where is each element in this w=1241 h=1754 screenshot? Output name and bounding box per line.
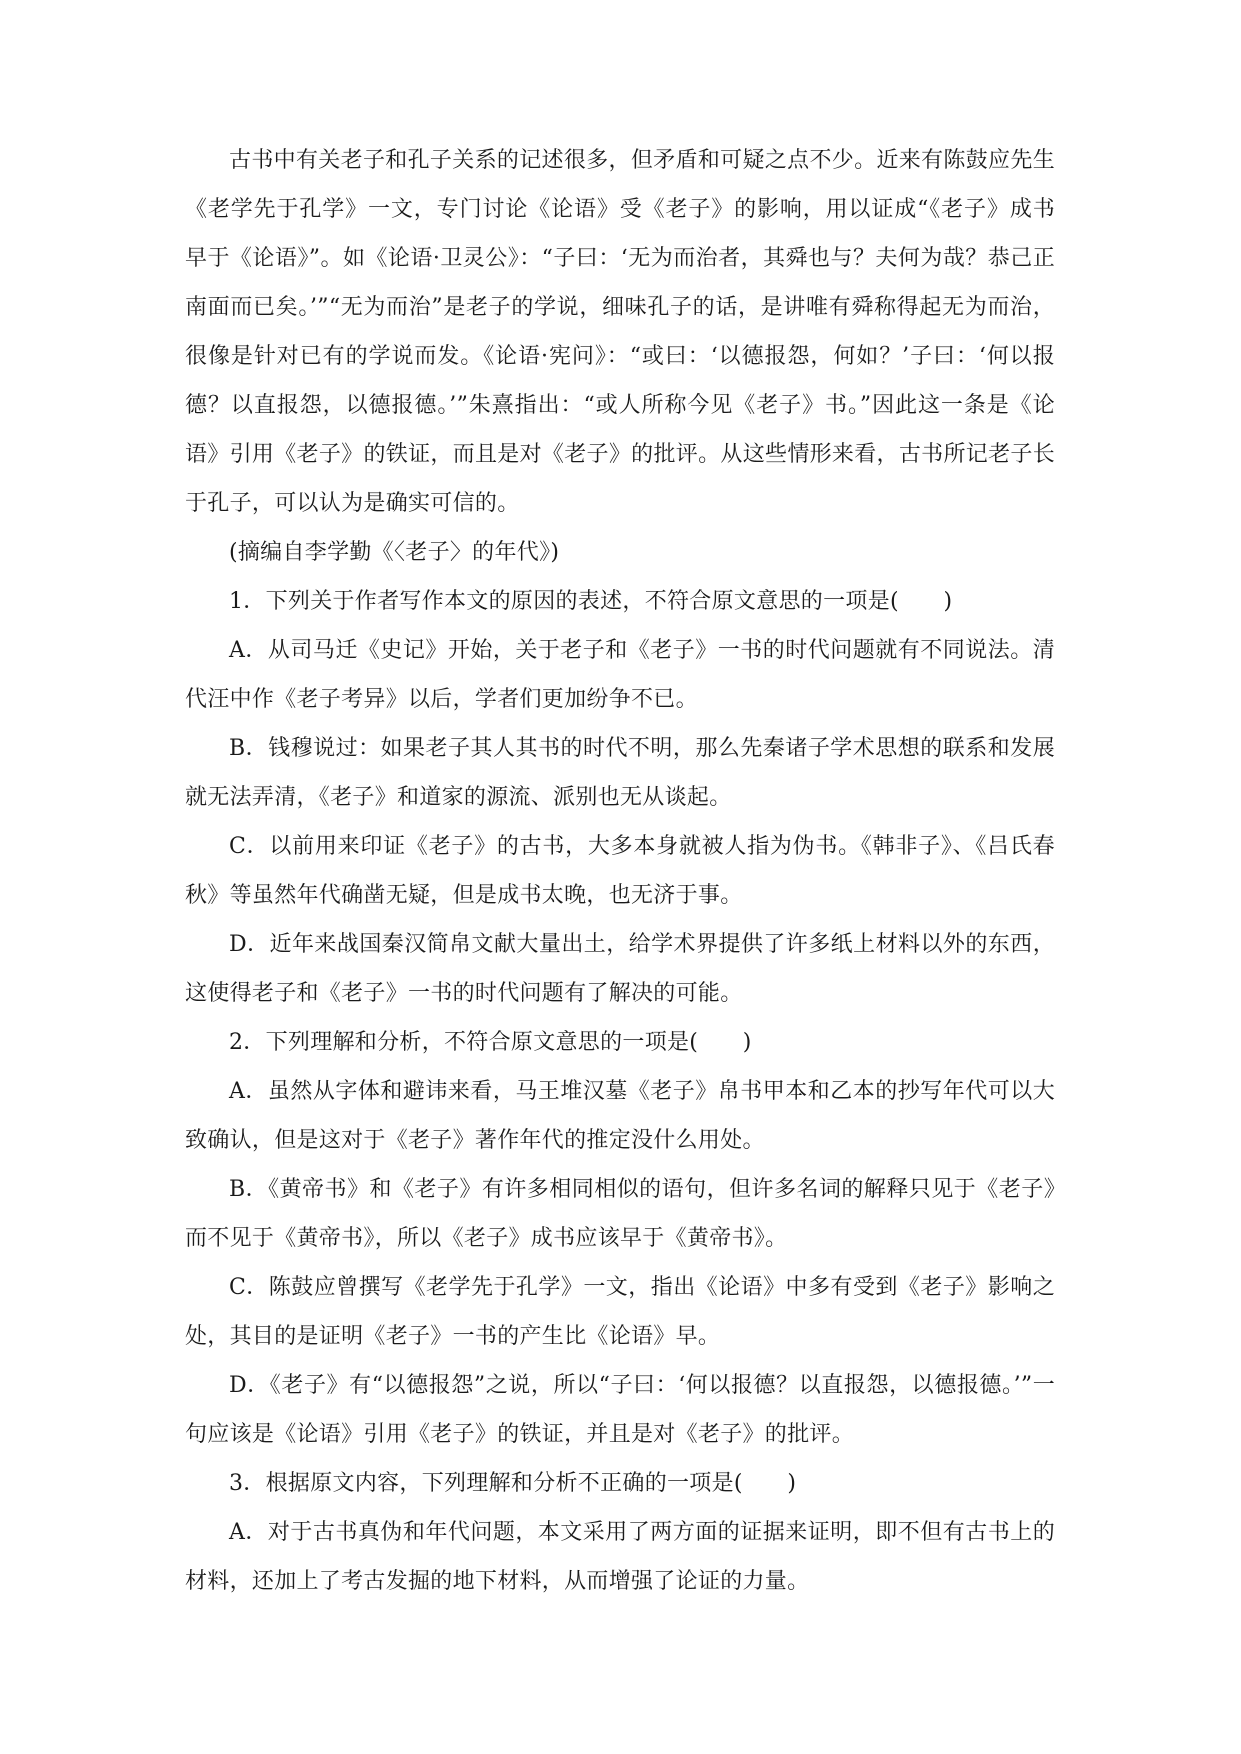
question-1-option-b: B．钱穆说过：如果老子其人其书的时代不明，那么先秦诸子学术思想的联系和发展就无法弄清，《老子》和道家的源流、派别也无从谈起。: [185, 736, 1055, 810]
passage-paragraph: 古书中有关老子和孔子关系的记述很多，但矛盾和可疑之点不少。近来有陈鼓应先生《老学先于孔学》一文，专门讨论《论语》受《老子》的影响，用以证成“《老子》成书早于《论语》”。如《论语·卫灵公》：“子曰：‘无为而治者，其舜也与？夫何为哉？恭己正南面而已矣。’”“无为而治”是老子的学说，细味孔子的话，是讲唯有舜称得起无为而治，很像是针对已有的学说而发。《论语·宪问》：“或曰：‘以德报怨，何如？’子曰：‘何以报德？以直报怨，以德报德。’”朱熹指出：“或人所称今见《老子》书。”因此这一条是《论语》引用《老子》的铁证，而且是对《老子》的批评。从这些情形来看，古书所记老子长于孔子，可以认为是确实可信的。: [185, 148, 1055, 516]
question-2-option-c: C．陈鼓应曾撰写《老学先于孔学》一文，指出《论语》中多有受到《老子》影响之处，其目的是证明《老子》一书的产生比《论语》早。: [185, 1275, 1055, 1349]
question-3-stem: 3．根据原文内容，下列理解和分析不正确的一项是( ): [229, 1471, 797, 1496]
question-2-option-d: D．《老子》有“以德报怨”之说，所以“子曰：‘何以报德？以直报怨，以德报德。’”一句应该是《论语》引用《老子》的铁证，并且是对《老子》的批评。: [185, 1373, 1055, 1447]
question-1-stem: 1．下列关于作者写作本文的原因的表述，不符合原文意思的一项是( ): [229, 589, 953, 614]
question-2-option-b: B．《黄帝书》和《老子》有许多相同相似的语句，但许多名词的解释只见于《老子》而不见于《黄帝书》，所以《老子》成书应该早于《黄帝书》。: [185, 1177, 1055, 1251]
question-1-option-a: A．从司马迁《史记》开始，关于老子和《老子》一书的时代问题就有不同说法。清代汪中作《老子考异》以后，学者们更加纷争不已。: [185, 638, 1055, 712]
question-3-option-a: A．对于古书真伪和年代问题，本文采用了两方面的证据来证明，即不但有古书上的材料，还加上了考古发掘的地下材料，从而增强了论证的力量。: [185, 1520, 1055, 1594]
question-1-option-d: D．近年来战国秦汉简帛文献大量出土，给学术界提供了许多纸上材料以外的东西，这使得老子和《老子》一书的时代问题有了解决的可能。: [185, 932, 1055, 1006]
question-2-stem: 2．下列理解和分析，不符合原文意思的一项是( ): [229, 1030, 752, 1055]
question-1-option-c: C．以前用来印证《老子》的古书，大多本身就被人指为伪书。《韩非子》、《吕氏春秋》等虽然年代确凿无疑，但是成书太晚，也无济于事。: [185, 834, 1055, 908]
document-page: [185, 136, 1055, 1606]
question-2-option-a: A．虽然从字体和避讳来看，马王堆汉墓《老子》帛书甲本和乙本的抄写年代可以大致确认，但是这对于《老子》著作年代的推定没什么用处。: [185, 1079, 1055, 1153]
passage-source: (摘编自李学勤《〈老子〉的年代》): [229, 540, 560, 565]
